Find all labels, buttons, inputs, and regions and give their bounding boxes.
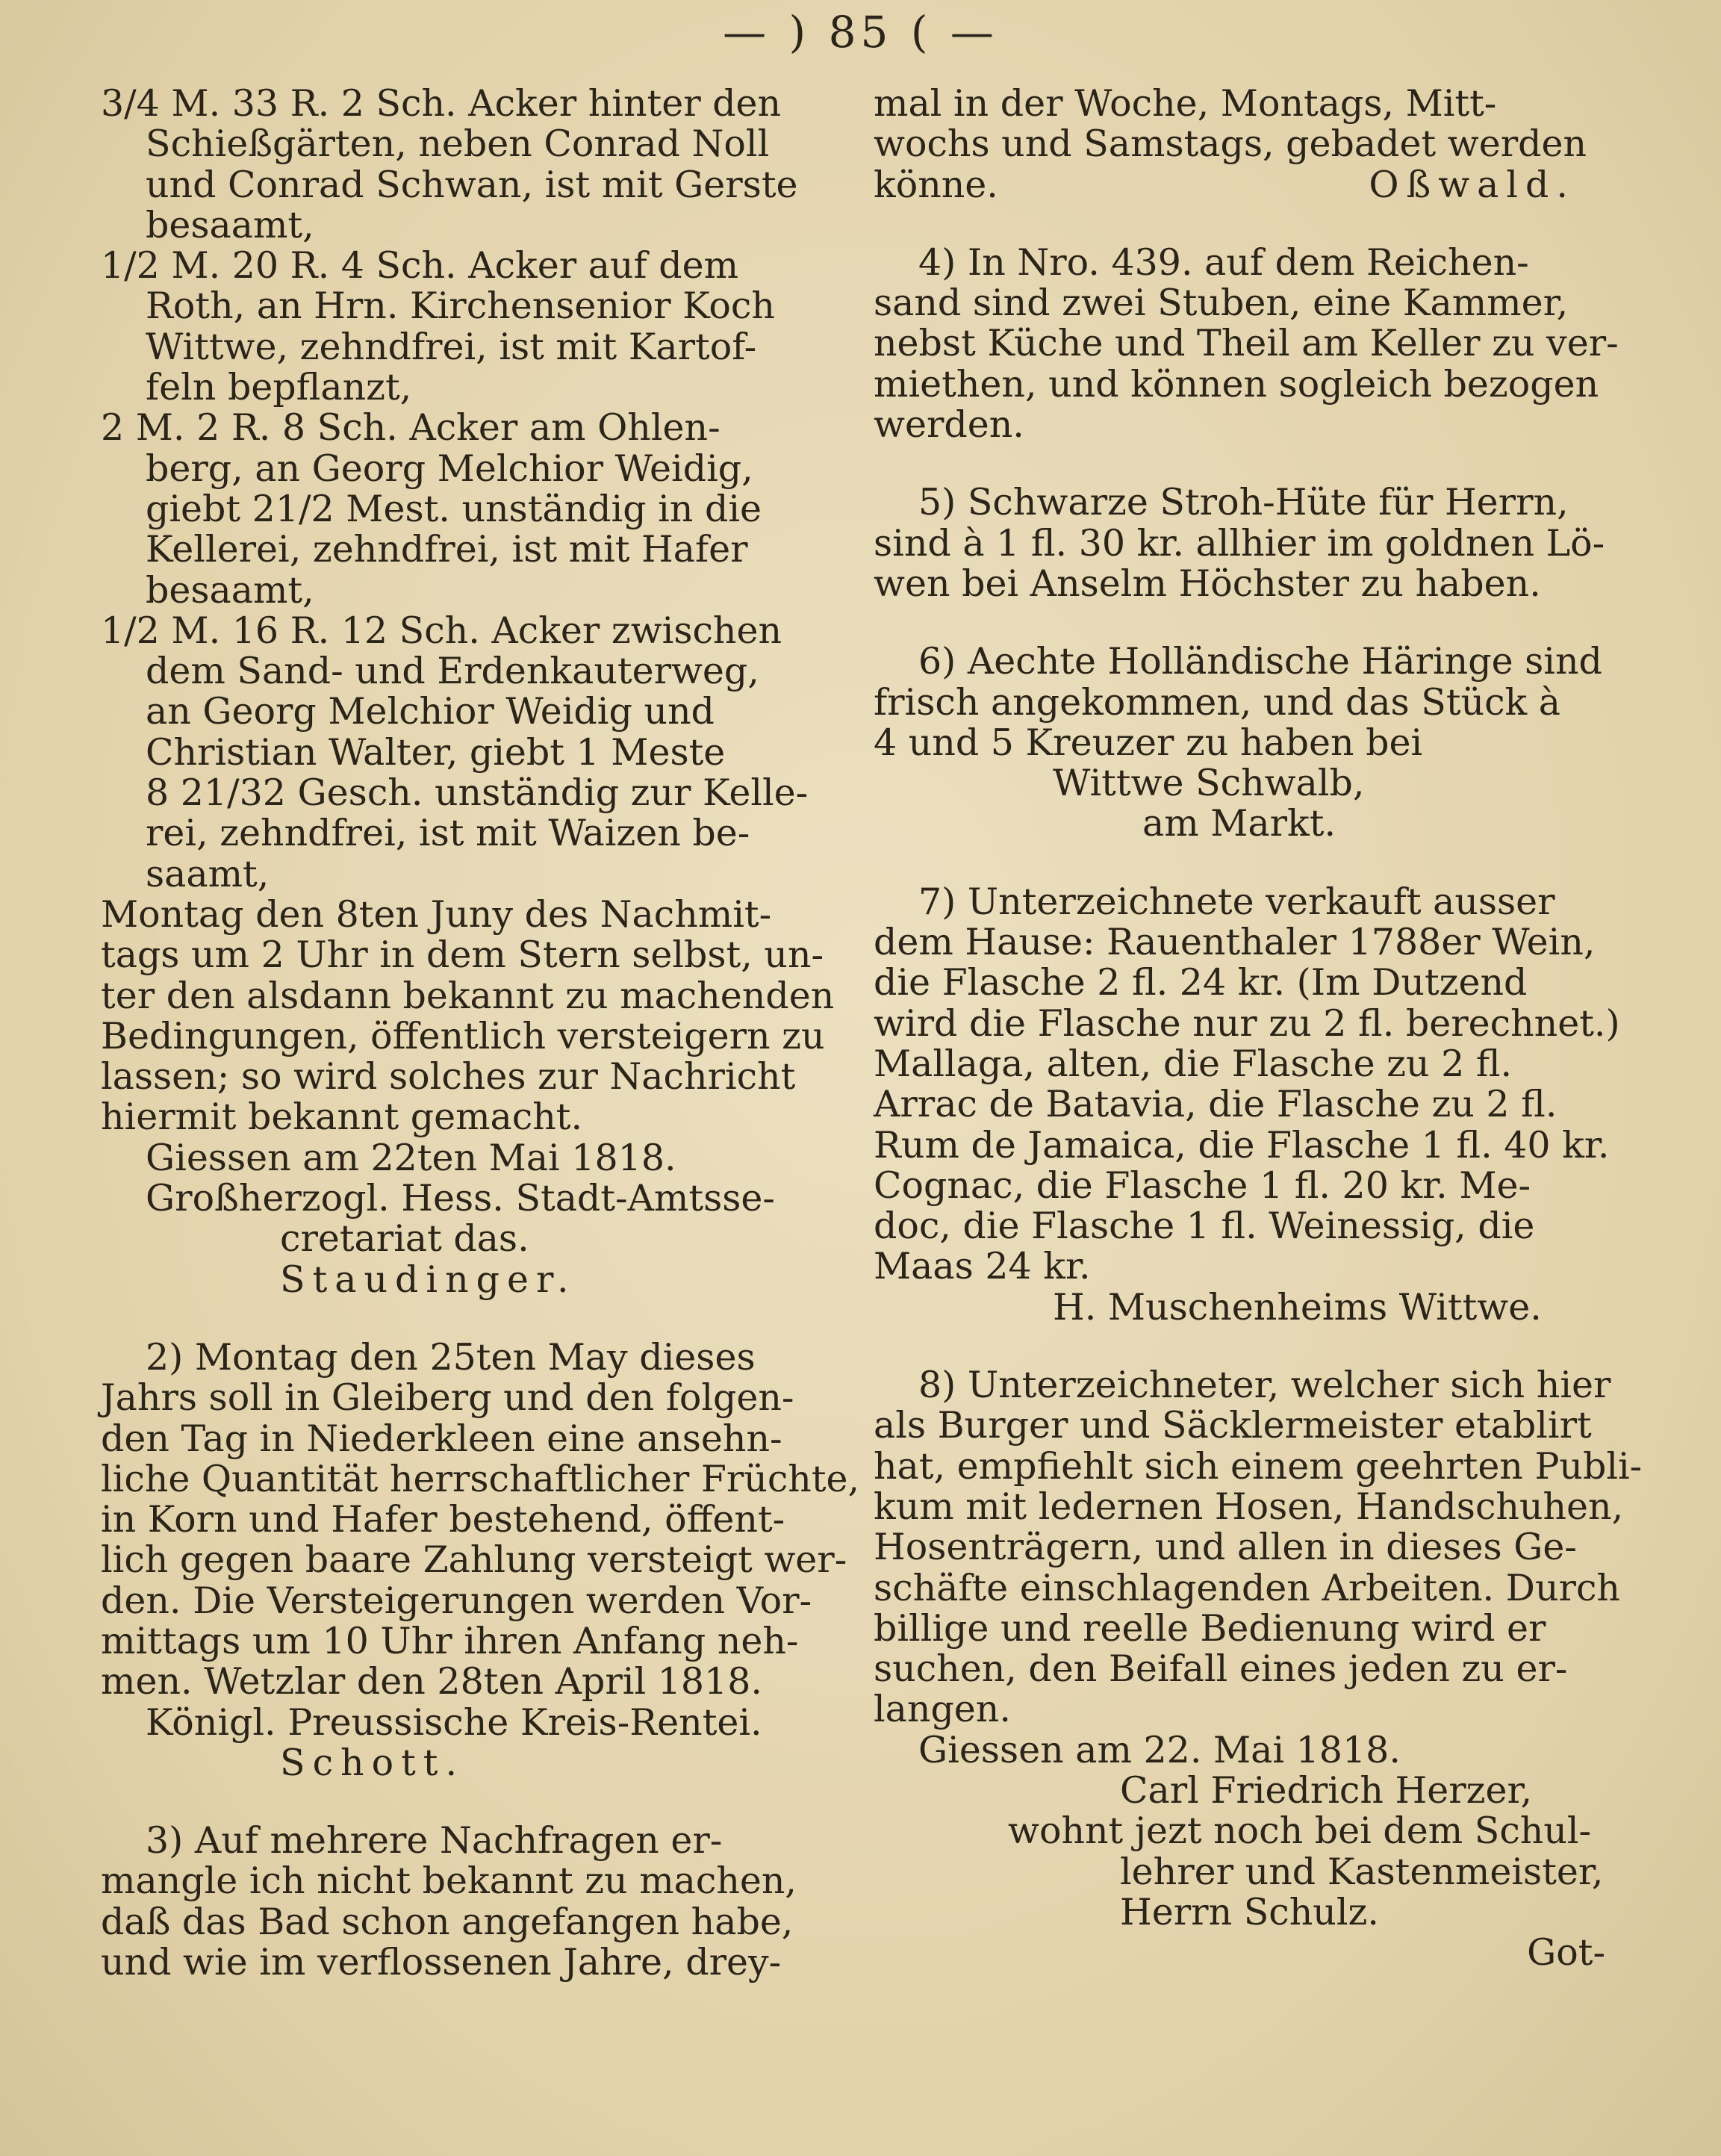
text-line: Rum de Jamaica, die Flasche 1 fl. 40 kr. xyxy=(874,1123,1610,1166)
text-line: tags um 2 Uhr in dem Stern selbst, un- xyxy=(101,933,824,977)
text-line: besaamt, xyxy=(146,568,314,612)
land-item-1 xyxy=(101,84,833,246)
signature-address: am Markt. xyxy=(1142,802,1336,845)
text-line: wen bei Anselm Höchster zu haben. xyxy=(874,562,1541,605)
text-line: mal in der Woche, Montags, Mitt- xyxy=(874,82,1497,125)
text-line: lassen; so wird solches zur Nachricht xyxy=(101,1055,796,1099)
text-line: wird die Flasche nur zu 2 fl. berechnet.) xyxy=(874,1001,1620,1045)
text-line: lich gegen baare Zahlung versteigt wer- xyxy=(101,1538,847,1582)
text-line: ter den alsdann bekannt zu machenden xyxy=(101,974,835,1017)
dateline: Giessen am 22. Mai 1818. xyxy=(918,1728,1401,1771)
text-line: dem Hause: Rauenthaler 1788er Wein, xyxy=(874,921,1596,964)
text-line: Hosenträgern, und allen in dieses Ge- xyxy=(874,1526,1577,1569)
text-line: mangle ich nicht bekannt zu machen, xyxy=(101,1860,797,1903)
text-line: suchen, den Beifall eines jeden zu er- xyxy=(874,1647,1568,1691)
text-line: Jahrs soll in Gleiberg und den folgen- xyxy=(101,1376,794,1420)
text-line: Mallaga, alten, die Flasche zu 2 fl. xyxy=(874,1042,1513,1085)
text-line: giebt 21/2 Mest. unständig in die xyxy=(146,487,762,530)
text-line: den. Die Versteigerungen werden Vor- xyxy=(101,1579,812,1622)
right-column xyxy=(874,82,1643,1975)
text-line: Christian Walter, giebt 1 Meste xyxy=(146,730,726,774)
text-line: frisch angekommen, und das Stück à xyxy=(874,680,1561,724)
text-line: liche Quantität herrschaftlicher Früchte, xyxy=(101,1457,860,1500)
text-line: 2) Montag den 25ten May dieses xyxy=(146,1335,756,1379)
office-line: Großherzogl. Hess. Stadt-Amtsse- xyxy=(146,1177,775,1220)
text-line: 3) Auf mehrere Nachfragen er- xyxy=(146,1819,723,1863)
signature-line: Herrn Schulz. xyxy=(1120,1890,1379,1933)
text-line: mittags um 10 Uhr ihren Anfang neh- xyxy=(101,1619,799,1662)
text-line: 5) Schwarze Stroh-Hüte für Herrn, xyxy=(918,481,1569,524)
signature: Carl Friedrich Herzer, xyxy=(1120,1768,1533,1812)
text-line: den Tag in Niederkleen eine ansehn- xyxy=(101,1417,782,1460)
text-line: als Burger und Säcklermeister etablirt xyxy=(874,1404,1592,1447)
text-line: 8 21/32 Gesch. unständig zur Kelle- xyxy=(146,771,809,815)
notice-3-continued xyxy=(874,84,1605,205)
text-line: 7) Unterzeichnete verkauft ausser xyxy=(918,880,1555,923)
text-line: Bedingungen, öffentlich versteigern zu xyxy=(101,1014,825,1057)
text-line: hat, empfiehlt sich einem geehrten Publi- xyxy=(874,1444,1643,1488)
text-line: kum mit ledernen Hosen, Handschuhen, xyxy=(874,1485,1624,1528)
signature: Schott. xyxy=(280,1741,465,1784)
text-line: in Korn und Hafer bestehend, öffent- xyxy=(101,1498,785,1541)
text-line: 1/2 M. 20 R. 4 Sch. Acker auf dem xyxy=(101,244,739,288)
text-line: feln bepflanzt, xyxy=(146,366,412,409)
text-line: Maas 24 kr. xyxy=(874,1245,1091,1288)
text-line: Arrac de Batavia, die Flasche zu 2 fl. xyxy=(874,1083,1557,1126)
text-line: Kellerei, zehndfrei, ist mit Hafer xyxy=(146,528,748,571)
text-line: schäfte einschlagenden Arbeiten. Durch xyxy=(874,1566,1620,1609)
signature: H. Muschenheims Wittwe. xyxy=(1053,1285,1542,1329)
office-line: Königl. Preussische Kreis-Rentei. xyxy=(146,1700,762,1744)
text-line: doc, die Flasche 1 fl. Weinessig, die xyxy=(874,1205,1535,1248)
text-line: Wittwe, zehndfrei, ist mit Kartof- xyxy=(146,325,757,368)
text-line: 3/4 M. 33 R. 2 Sch. Acker hinter den xyxy=(101,82,782,125)
text-line: rei, zehndfrei, ist mit Waizen be- xyxy=(146,812,750,855)
land-item-2 xyxy=(101,246,833,408)
notice-5 xyxy=(874,482,1605,604)
text-line: miethen, und können sogleich bezogen xyxy=(874,362,1599,406)
text-line: Schießgärten, neben Conrad Noll xyxy=(146,122,770,166)
notice-7 xyxy=(874,880,1620,1329)
page-number-header: — ) 85 ( — xyxy=(723,7,998,58)
auction-closing xyxy=(101,892,835,1301)
text-line: berg, an Georg Melchior Weidig, xyxy=(146,447,753,490)
notice-8 xyxy=(874,1364,1643,1975)
signature: Staudinger. xyxy=(280,1258,576,1301)
text-line: nebst Küche und Theil am Keller zu ver- xyxy=(874,322,1619,365)
text-line: und Conrad Schwan, ist mit Gerste xyxy=(146,163,798,206)
text-line: an Georg Melchior Weidig und xyxy=(146,690,715,733)
notice-2 xyxy=(101,1335,860,1784)
notice-6 xyxy=(874,641,1605,844)
text-line: 4) In Nro. 439. auf dem Reichen- xyxy=(918,240,1529,284)
text-line: werden. xyxy=(874,403,1024,447)
text-line: 2 M. 2 R. 8 Sch. Acker am Ohlen- xyxy=(101,406,721,450)
text-line: 1/2 M. 16 R. 12 Sch. Acker zwischen xyxy=(101,609,782,652)
signature-line: lehrer und Kastenmeister, xyxy=(1120,1850,1604,1893)
dateline: Giessen am 22ten Mai 1818. xyxy=(146,1136,676,1179)
land-item-4 xyxy=(101,611,833,895)
text-line: dem Sand- und Erdenkauterweg, xyxy=(146,650,759,693)
text-line: saamt, xyxy=(146,852,270,895)
text-line: 6) Aechte Holländische Häringe sind xyxy=(918,640,1602,683)
text-line: Montag den 8ten Juny des Nachmit- xyxy=(101,892,772,936)
text-line: und wie im verflossenen Jahre, drey- xyxy=(101,1941,782,1984)
text-line: wochs und Samstags, gebadet werden xyxy=(874,122,1587,166)
text-line: 8) Unterzeichneter, welcher sich hier xyxy=(918,1364,1611,1407)
text-line: hiermit bekannt gemacht. xyxy=(101,1096,583,1139)
text-line: men. Wetzlar den 28ten April 1818. xyxy=(101,1660,762,1703)
left-column xyxy=(101,82,860,1984)
text-line: könne. xyxy=(874,163,998,206)
text-line: Cognac, die Flasche 1 fl. 20 kr. Me- xyxy=(874,1164,1531,1207)
signature: Wittwe Schwalb, xyxy=(1053,762,1365,805)
text-line: Roth, an Hrn. Kirchensenior Koch xyxy=(146,285,775,328)
text-line: billige und reelle Bedienung wird er xyxy=(874,1606,1546,1650)
text-line: sind à 1 fl. 30 kr. allhier im goldnen Lö- xyxy=(874,521,1605,565)
text-line: die Flasche 2 fl. 24 kr. (Im Dutzend xyxy=(874,961,1528,1004)
text-line: sand sind zwei Stuben, eine Kammer, xyxy=(874,282,1569,325)
text-line: langen. xyxy=(874,1688,1011,1731)
office-line: cretariat das. xyxy=(280,1217,529,1261)
notice-4 xyxy=(874,240,1619,447)
catchword: Got- xyxy=(1527,1931,1605,1975)
signature: Oßwald. xyxy=(1369,163,1575,206)
text-line: besaamt, xyxy=(146,203,314,246)
text-line: 4 und 5 Kreuzer zu haben bei xyxy=(874,721,1423,764)
signature-line: wohnt jezt noch bei dem Schul- xyxy=(1008,1809,1592,1853)
land-item-3 xyxy=(101,408,833,610)
text-line: daß das Bad schon angefangen habe, xyxy=(101,1900,794,1943)
notice-3 xyxy=(101,1821,833,1983)
